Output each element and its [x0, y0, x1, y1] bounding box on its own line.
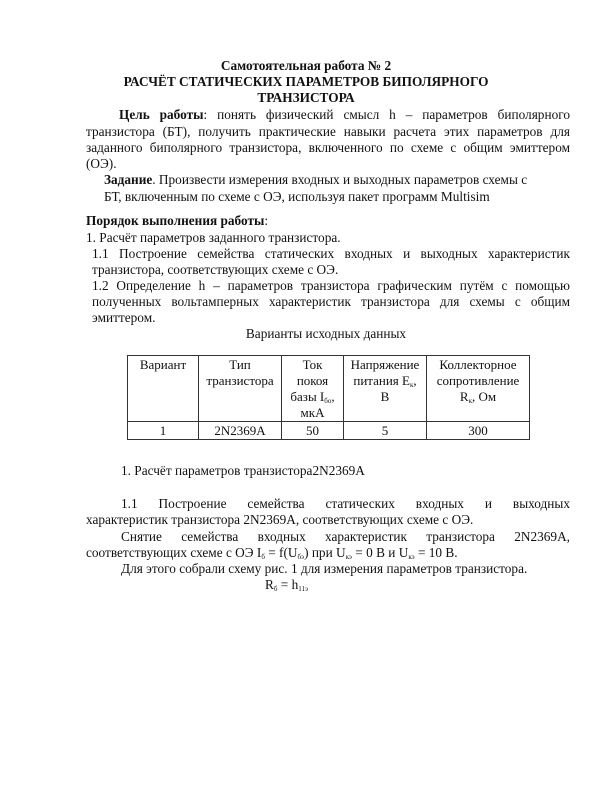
procedure-item-1-2-line1: 1.2 Определение h – параметров транзистора графическим путём с помощью — [92, 278, 570, 293]
work-number-title: Самотоятельная работа № 2 — [220, 58, 392, 73]
cell-base-current: 50 — [282, 422, 344, 440]
header-supply-voltage: Напряжение питания $E_к$, В — [344, 356, 427, 422]
cell-transistor-type: 2N2369A — [199, 422, 282, 440]
calc-p2-line2: соответствующих схеме с ОЭ $I_б = f(U_{бэ})$ при $U_{кэ} = 0$ В и $U_{кэ} = 10$ В. — [86, 545, 458, 561]
header-collector-resistance: Коллекторное сопротивление $R_к$, Ом — [427, 356, 530, 422]
table-row — [128, 422, 530, 440]
task-line1: Задание. Произвести измерения входных и выходных параметров схемы с — [104, 172, 528, 187]
goal-line2: транзистора (БТ), получить практические навыки расчета этих параметров для — [86, 124, 570, 139]
procedure-item-1-1-line1: 1.1 Построение семейства статических входных и выходных характеристик — [92, 246, 570, 261]
procedure-item-1: 1. Расчёт параметров заданного транзистора. — [86, 230, 341, 245]
work-title-line1: РАСЧЁТ СТАТИЧЕСКИХ ПАРАМЕТРОВ БИПОЛЯРНОГО — [123, 74, 489, 89]
cell-variant: 1 — [128, 422, 199, 440]
goal-line3: заданного биполярного транзистора, включенного по схеме с общим эмиттером — [86, 140, 570, 155]
header-variant: Вариант — [128, 356, 199, 422]
calc-p1-line2: характеристик транзистора 2N2369A, соответствующих схеме с ОЭ. — [86, 512, 474, 527]
calc-p1-line1: 1.1 Построение семейства статических входных и выходных — [121, 496, 570, 511]
goal-label: Цель работы — [119, 107, 204, 122]
work-title-line2: ТРАНЗИСТОРА — [257, 90, 355, 105]
procedure-item-1-1-line2: транзистора, соответствующих схеме с ОЭ. — [92, 262, 339, 277]
variants-table — [127, 355, 530, 440]
cell-supply-voltage: 5 — [344, 422, 427, 440]
table-header-row — [128, 356, 530, 422]
procedure-item-1-2-line2: полученных вольтамперных характеристик транзистора для схемы с общим — [92, 294, 570, 309]
procedure-item-1-2-line3: эмиттером. — [92, 310, 156, 325]
calc-p3: Для этого собрали схему рис. 1 для измерения параметров транзистора. — [121, 561, 528, 576]
task-line2: БТ, включенным по схеме с ОЭ, используя пакет программ Multisim — [104, 189, 490, 204]
task-label: Задание — [104, 172, 153, 187]
goal-line4: (ОЭ). — [86, 156, 117, 171]
procedure-heading: Порядок выполнения работы: — [86, 213, 269, 228]
goal-line1: Цель работы: понять физический смысл h – параметров биполярного — [119, 107, 570, 122]
header-base-current: Ток покоя базы $I_{бо}$, мкА — [282, 356, 344, 422]
formula-rb-h11e: $R_б = h_{11э}$ — [265, 577, 308, 593]
header-transistor-type: Тип транзистора — [199, 356, 282, 422]
table-caption: Варианты исходных данных — [245, 326, 407, 341]
calc-section-title: 1. Расчёт параметров транзистора2N2369A — [121, 463, 365, 478]
calc-p2-line1: Снятие семейства входных характеристик транзистора 2N2369A, — [121, 529, 570, 544]
cell-collector-resistance: 300 — [427, 422, 530, 440]
